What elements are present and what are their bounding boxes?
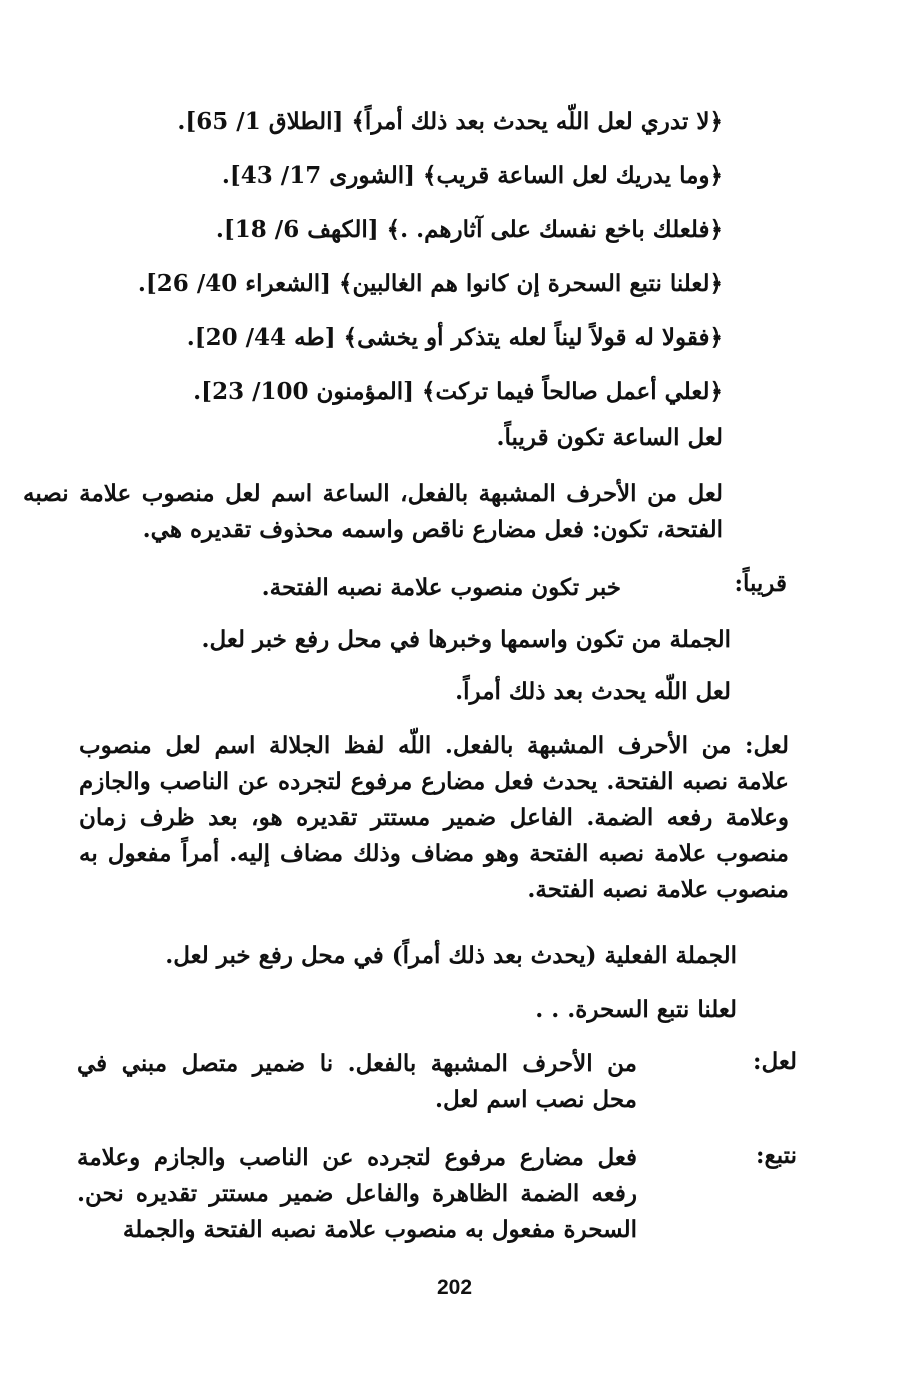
term-definition: خبر تكون منصوب علامة نصبه الفتحة. <box>261 574 621 601</box>
example-heading: لعل الساعة تكون قريباً. <box>496 424 723 451</box>
example-heading: لعلنا نتبع السحرة. . . <box>535 996 737 1023</box>
verse-line: ﴿وما يدريك لعل الساعة قريب﴾ [الشورى 17/ 43]. <box>221 162 723 189</box>
page-number: 202 <box>436 1276 473 1299</box>
term-definition: فعل مضارع مرفوع لتجرده عن الناصب والجازم وعلامة رفعه الضمة الظاهرة والفاعل ضمير مستتر تقديره نحن. السحرة مفعول به منصوب علامة نصبه الفتحة والجملة <box>77 1144 637 1243</box>
analysis-paragraph: لعل: من الأحرف المشبهة بالفعل. اللّه لفظ الجلالة اسم لعل منصوب علامة نصبه الفتحة. يحدث فعل مضارع مرفوع لتجرده عن الناصب والجازم وعلامة رفعه الضمة. الفاعل ضمير مستتر تقديره هو، بعد ظرف زمان منصوب علامة نصبه الفتحة وهو مضاف وذلك مضاف إليه. أمراً مفعول به منصوب علامة نصبه الفتحة. <box>79 732 789 903</box>
analysis-term: لعل: <box>752 1048 797 1075</box>
verse-line: ﴿فلعلك باخع نفسك على آثارهم. .﴾ [الكهف 6/ 18]. <box>215 216 723 243</box>
verse-line: ﴿لعلنا نتبع السحرة إن كانوا هم الغالبين﴾ [الشعراء 40/ 26]. <box>137 270 723 297</box>
analysis-term: نتبع: <box>755 1142 797 1169</box>
analysis-paragraph: لعل من الأحرف المشبهة بالفعل، الساعة اسم لعل منصوب علامة نصبه الفتحة، تكون: فعل مضارع ناقص واسمه محذوف تقديره هي. <box>23 480 723 543</box>
sentence-note: الجملة الفعلية (يحدث بعد ذلك أمراً) في محل رفع خبر لعل. <box>165 942 737 969</box>
example-heading: لعل اللّه يحدث بعد ذلك أمراً. <box>455 678 731 705</box>
verse-line: ﴿فقولا له قولاً ليناً لعله يتذكر أو يخشى﴾ [طه 44/ 20]. <box>186 324 723 351</box>
verse-line: ﴿لعلي أعمل صالحاً فيما تركت﴾ [المؤمنون 100/ 23]. <box>193 378 723 405</box>
verse-line: ﴿لا تدري لعل اللّه يحدث بعد ذلك أمراً﴾ [الطلاق 1/ 65]. <box>177 108 723 135</box>
term-definition: من الأحرف المشبهة بالفعل. نا ضمير متصل مبني في محل نصب اسم لعل. <box>77 1050 637 1113</box>
sentence-note: الجملة من تكون واسمها وخبرها في محل رفع خبر لعل. <box>201 626 731 653</box>
analysis-term: قريباً: <box>734 570 787 597</box>
